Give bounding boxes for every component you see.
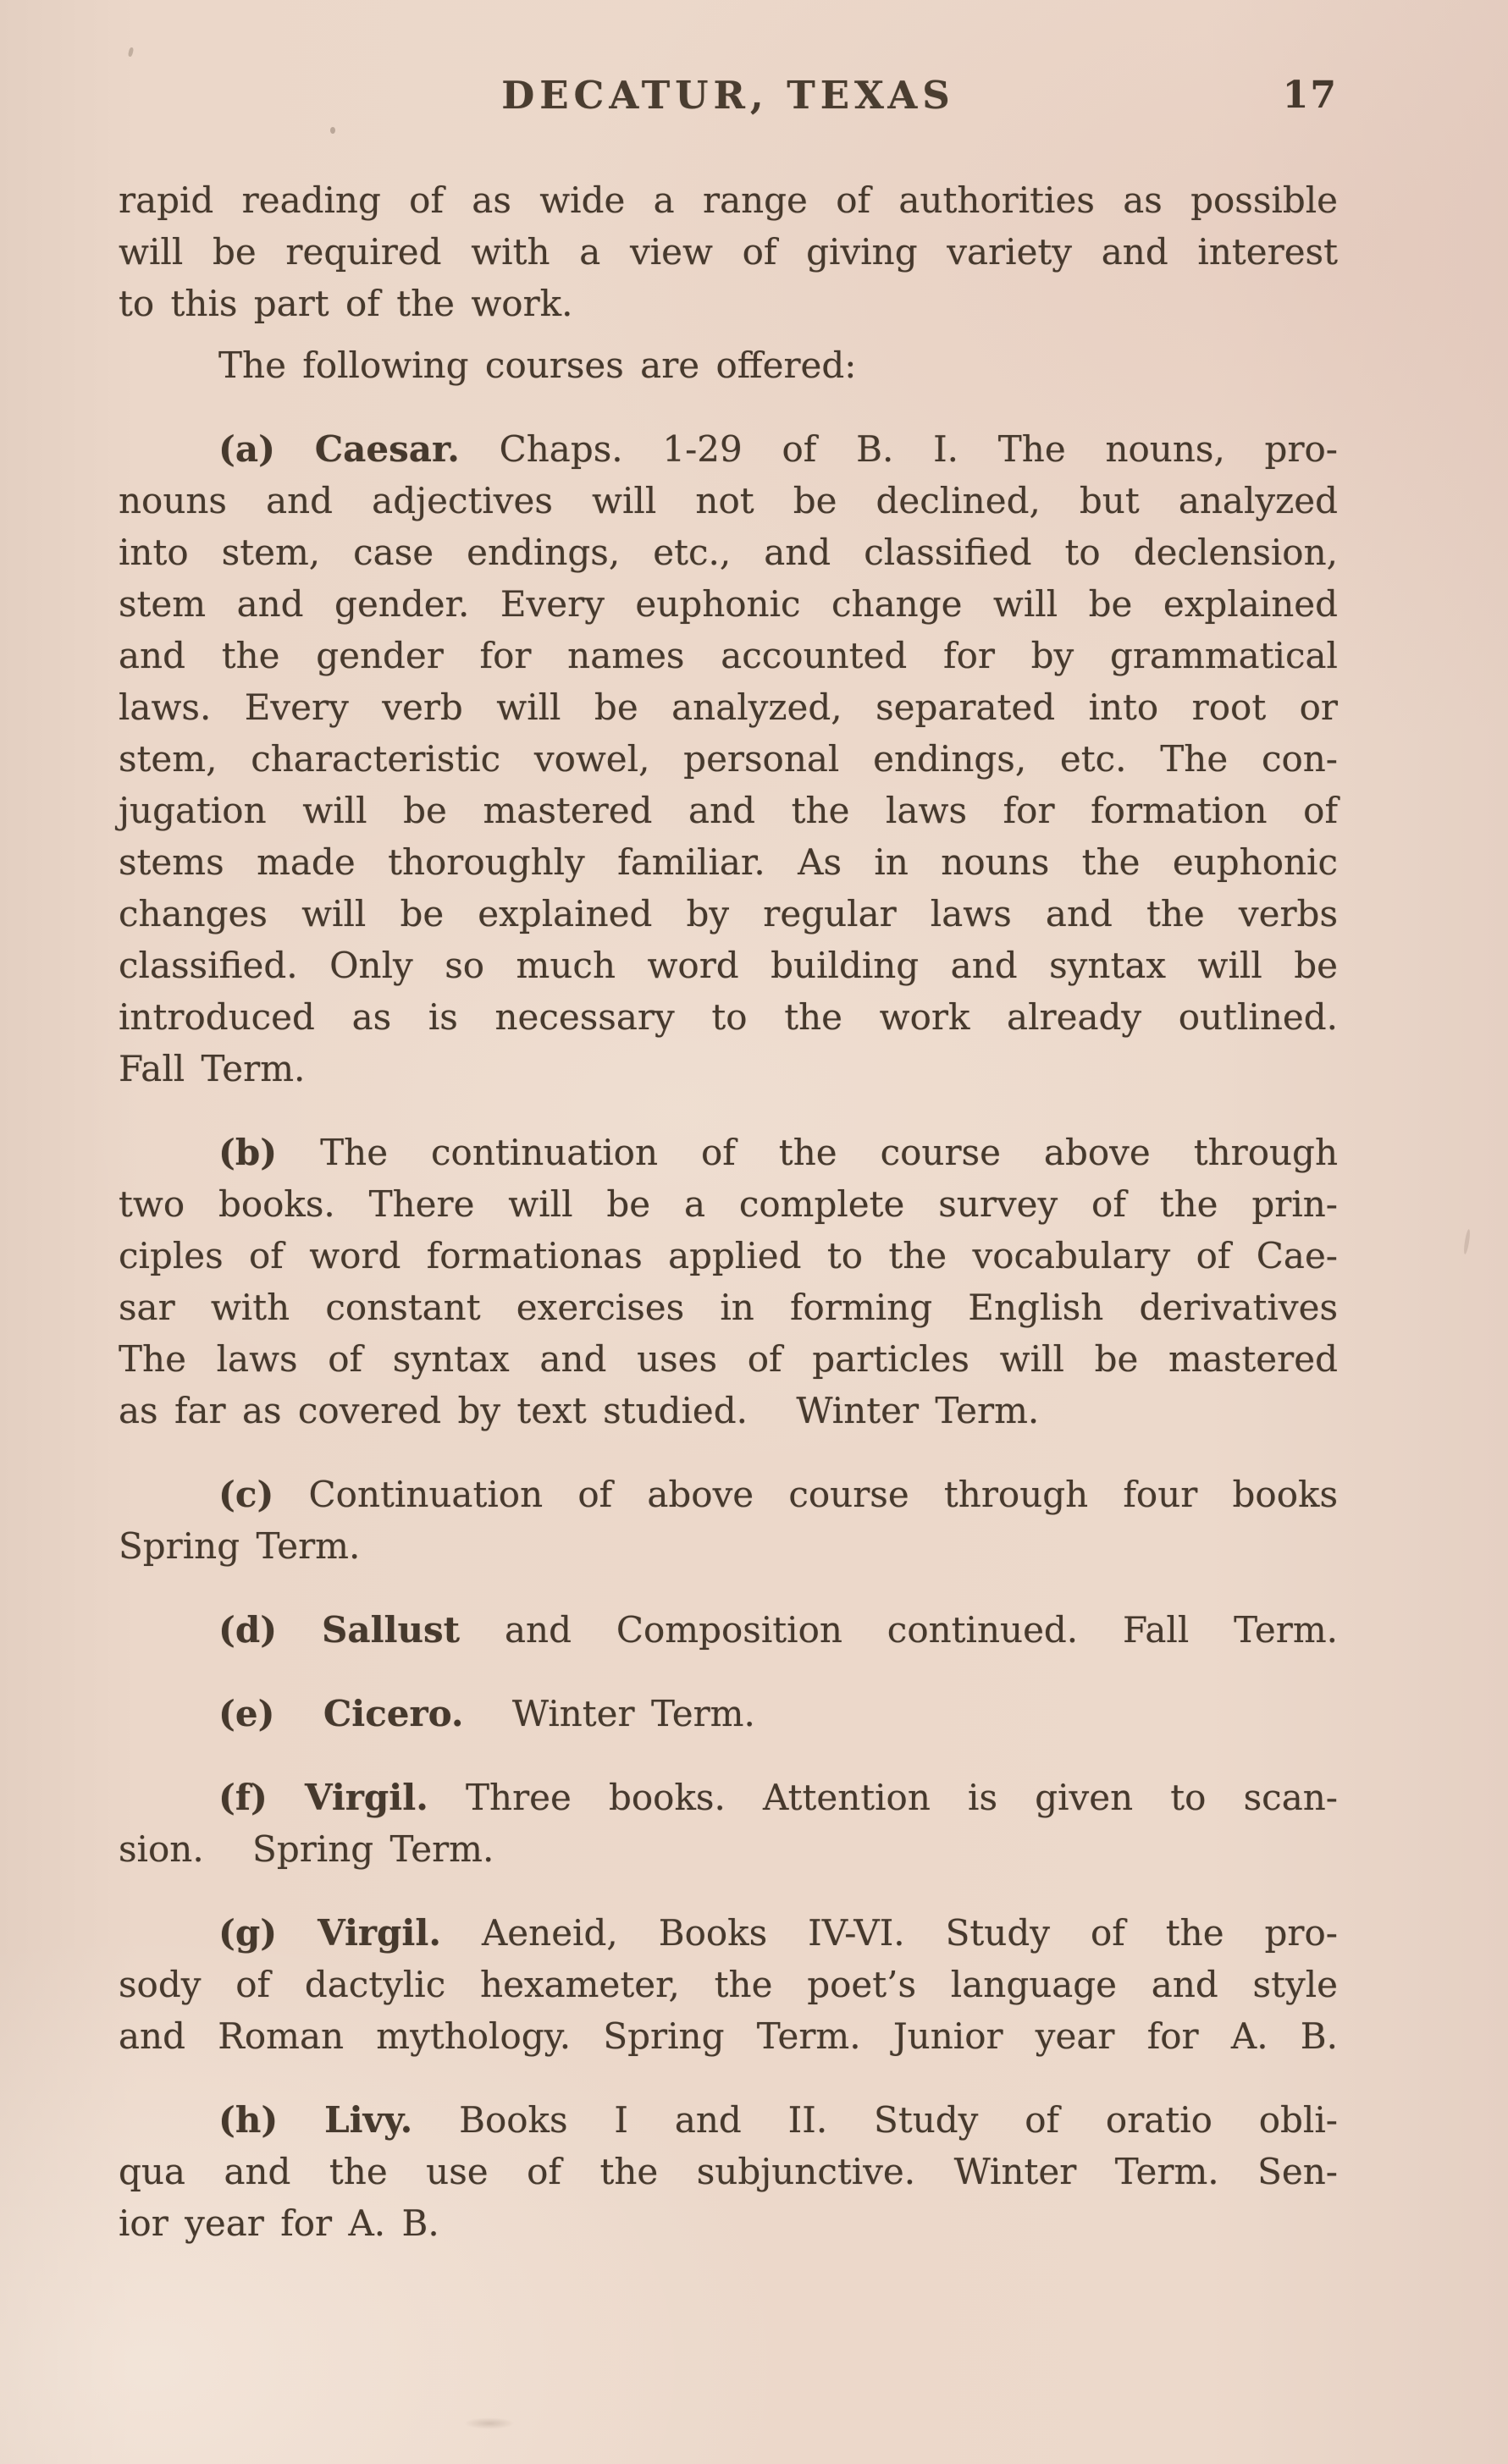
text-segment: Books I and II. Study of oratio obli- [459, 2099, 1338, 2141]
text-segment: Winter Term. [796, 1390, 1040, 1431]
text-line [119, 2146, 1338, 2197]
text-line [119, 1043, 1338, 1094]
text-line [119, 1520, 1338, 1572]
text-line [119, 1772, 1338, 1823]
text-line [119, 785, 1338, 836]
text-segment: jugation will be mastered and the laws for formation of [119, 790, 1338, 831]
text-segment: stem and gender. Every euphonic change will be explained [119, 583, 1338, 625]
text-line [119, 226, 1338, 278]
text-line [119, 1127, 1338, 1178]
text-line [119, 1823, 1338, 1875]
text-line [119, 475, 1338, 526]
text-segment: nouns and adjectives will not be declined, but analyzed [119, 480, 1338, 521]
paper-speck [1463, 1229, 1472, 1254]
text-line [119, 1282, 1338, 1333]
text-segment: stems made thoroughly familiar. As in nouns the euphonic [119, 841, 1338, 883]
course-label: Cicero. [323, 1693, 464, 1734]
text-line [119, 1604, 1338, 1656]
text-segment: and Roman mythology. Spring Term. Junior year for A. B. [119, 2015, 1338, 2057]
paragraph-course-c [119, 1469, 1338, 1572]
paragraph-courses-intro [119, 339, 1338, 391]
course-label: (g) [218, 1912, 278, 1954]
text-line [119, 1385, 1338, 1436]
text-line [119, 888, 1338, 940]
text-line [119, 2197, 1338, 2249]
text-segment: two books. There will be a complete survey of the prin- [119, 1183, 1338, 1225]
paragraph-course-e [119, 1688, 1338, 1739]
paragraph-course-b [119, 1127, 1338, 1436]
running-head: DECATUR, TEXAS [501, 73, 955, 118]
text-line [119, 578, 1338, 630]
text-segment: Fall Term. [119, 1048, 306, 1089]
text-segment: ciples of word formationas applied to the vocabulary of Cae- [119, 1235, 1338, 1276]
text-segment: sar with constant exercises in forming English derivatives [119, 1287, 1338, 1328]
text-segment: sody of dactylic hexameter, the poet’s language and style [119, 1964, 1338, 2005]
text-segment: sion. [119, 1828, 204, 1870]
paragraph-course-d [119, 1604, 1338, 1656]
text-line [119, 526, 1338, 578]
text-segment: Spring Term. [119, 1525, 361, 1567]
text-segment: Aeneid, Books IV-VI. Study of the pro- [481, 1912, 1338, 1954]
text-line [119, 1907, 1338, 1959]
course-label: (d) [218, 1609, 278, 1651]
course-label: (b) [218, 1132, 278, 1173]
text-line [119, 423, 1338, 475]
text-line [119, 630, 1338, 681]
text-segment: and Composition continued. Fall Term. [504, 1609, 1339, 1651]
text-line [119, 1688, 1338, 1739]
text-segment: into stem, case endings, etc., and classified to declension, [119, 532, 1338, 573]
text-line [119, 2010, 1338, 2062]
course-label: (e) [218, 1693, 275, 1734]
text-segment: The following courses are offered: [218, 345, 857, 386]
text-line [119, 1178, 1338, 1230]
text-segment: The laws of syntax and uses of particles will be mastered [119, 1338, 1338, 1380]
course-label: (f) [218, 1777, 268, 1818]
text-line [119, 278, 1338, 329]
paragraph-course-h [119, 2094, 1338, 2249]
text-segment: classified. Only so much word building and syntax will be [119, 945, 1338, 986]
text-segment: rapid reading of as wide a range of authorities as possible [119, 179, 1338, 221]
text-line [119, 174, 1338, 226]
paragraph-intro-continuation [119, 174, 1338, 329]
course-label: Sallust [322, 1609, 461, 1651]
course-label: (c) [218, 1474, 274, 1515]
text-segment: as far as covered by text studied. [119, 1390, 748, 1431]
text-segment: The continuation of the course above through [320, 1132, 1338, 1173]
text-line [119, 681, 1338, 733]
text-line [119, 339, 1338, 391]
text-line [119, 2094, 1338, 2146]
course-label: Virgil. [304, 1777, 428, 1818]
text-line [119, 836, 1338, 888]
course-label: Caesar. [314, 428, 460, 470]
paragraph-course-g [119, 1907, 1338, 2062]
course-label: (h) [218, 2099, 279, 2141]
text-segment: ior year for A. B. [119, 2202, 439, 2244]
text-segment: Three books. Attention is given to scan- [466, 1777, 1338, 1818]
course-label: Virgil. [318, 1912, 441, 1954]
text-segment: qua and the use of the subjunctive. Winter Term. Sen- [119, 2151, 1338, 2192]
text-line [119, 991, 1338, 1043]
paper-speck [128, 47, 135, 58]
paragraph-course-f [119, 1772, 1338, 1875]
text-segment: introduced as is necessary to the work already outlined. [119, 996, 1338, 1038]
text-segment: to this part of the work. [119, 283, 573, 324]
text-block [119, 174, 1338, 2249]
page-header [119, 73, 1338, 122]
text-line [119, 1230, 1338, 1282]
course-label: Livy. [324, 2099, 413, 2141]
page-number: 17 [1282, 74, 1338, 117]
text-segment: laws. Every verb will be analyzed, separated into root or [119, 686, 1338, 728]
text-line [119, 940, 1338, 991]
text-segment: Winter Term. [511, 1693, 755, 1734]
text-segment: changes will be explained by regular laws and the verbs [119, 893, 1338, 934]
text-line [119, 733, 1338, 785]
course-label: (a) [218, 428, 275, 470]
text-line [119, 1959, 1338, 2010]
text-line [119, 1469, 1338, 1520]
text-line [119, 1333, 1338, 1385]
page-content [119, 73, 1338, 2249]
text-segment: Continuation of above course through four books [308, 1474, 1339, 1515]
text-segment: Chaps. 1-29 of B. I. The nouns, pro- [499, 428, 1338, 470]
text-segment: stem, characteristic vowel, personal endings, etc. The con- [119, 738, 1338, 780]
paragraph-course-a [119, 423, 1338, 1094]
text-segment: will be required with a view of giving variety and interest [119, 231, 1338, 273]
text-segment: and the gender for names accounted for by grammatical [119, 635, 1338, 676]
text-segment: Spring Term. [252, 1828, 494, 1870]
paper-speck [464, 2417, 515, 2429]
